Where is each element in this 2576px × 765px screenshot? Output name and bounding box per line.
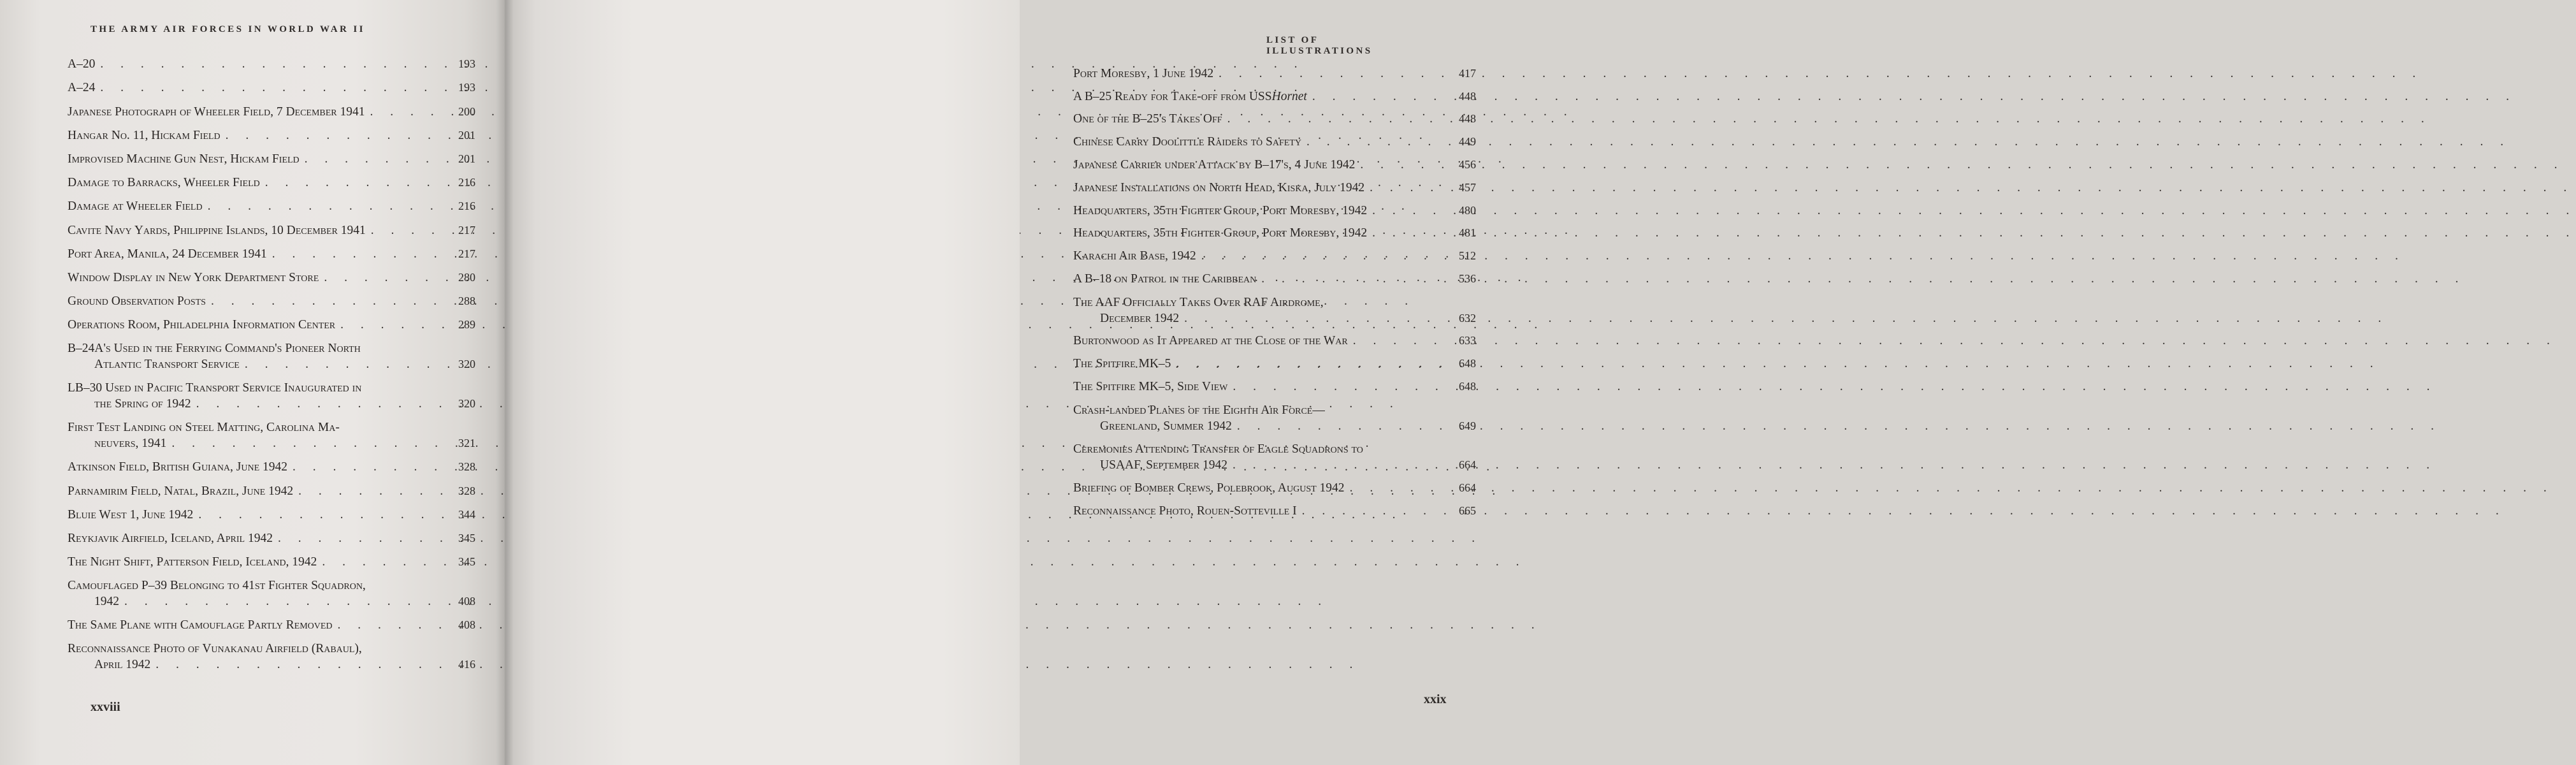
page-number: 216 [458, 200, 475, 213]
entry-line: Japanese Carrier under Attack by B–17's, 4 June 1942 [1073, 157, 1356, 171]
entry-line-wrap [68, 530, 446, 546]
page-number: 201 [458, 152, 475, 165]
entry-line: LB–30 Used in Pacific Transport Service Inaugurated in [68, 381, 362, 395]
entry-title [68, 222, 446, 238]
running-head: THE ARMY AIR FORCES IN WORLD WAR II [90, 24, 365, 34]
entry-title [1073, 111, 1447, 127]
list-item [1073, 82, 1476, 105]
page-number: 664 [1459, 481, 1476, 494]
list-item [68, 238, 475, 262]
entry-line: The Night Shift, Patterson Field, Iceland, 1942 [68, 555, 317, 569]
list-item [1073, 496, 1476, 519]
page-number: 481 [1459, 226, 1476, 240]
page-number: 480 [1459, 203, 1476, 217]
list-item [68, 633, 475, 673]
entry-title [1073, 333, 1447, 349]
dot-leader [1307, 89, 2516, 105]
page-number: 328 [458, 460, 475, 474]
entry-title [68, 270, 446, 286]
dot-leader [1227, 379, 2436, 395]
page-number: 448 [1459, 89, 1476, 103]
right-page [505, 0, 1476, 765]
entry-line-wrap [1073, 66, 1447, 82]
page-number: 288 [458, 295, 475, 308]
entry-continuation [68, 594, 446, 609]
dot-leader [1367, 203, 2576, 219]
page-number: 665 [1459, 504, 1476, 517]
entry-line: Reconnaissance Photo, Rouen-Sotteville I [1073, 504, 1297, 518]
entry-line: Atkinson Field, British Guiana, June 1942 [68, 460, 288, 474]
entry-continuation [68, 356, 446, 372]
entry-title [1073, 203, 1447, 219]
entry-line-wrap [68, 198, 446, 214]
entry-line-wrap [1073, 89, 1447, 105]
entry-title [1073, 89, 1447, 105]
dot-leader [1179, 310, 2388, 326]
dot-leader [1355, 157, 2564, 173]
entry-line: Window Display in New York Department Store [68, 270, 319, 284]
page-number: 280 [458, 270, 475, 284]
entry-line-wrap [68, 151, 446, 167]
entry-line: USAAF, September 1942 [1100, 458, 1227, 472]
entry-line-wrap [68, 56, 446, 72]
entry-line-wrap [68, 483, 446, 499]
list-item [1073, 434, 1476, 474]
dot-leader [1227, 457, 2436, 473]
page-number: 217 [458, 223, 475, 237]
page-number: 321 [458, 437, 475, 450]
entry-title [68, 419, 446, 451]
entry-line: Port Moresby, 1 June 1942 [1073, 66, 1214, 80]
page-number: 512 [1459, 249, 1476, 263]
entry-line: Reykjavik Airfield, Iceland, April 1942 [68, 532, 273, 545]
dot-leader [1213, 66, 2422, 82]
entry-title [68, 198, 446, 214]
page-number: 664 [1459, 458, 1476, 472]
entry-line: Improvised Machine Gun Nest, Hickam Field [68, 152, 300, 166]
entry-title [1073, 271, 1447, 287]
entry-title [68, 641, 446, 673]
entry-line: Cavite Navy Yards, Philippine Islands, 10 December 1941 [68, 223, 366, 237]
dot-leader [1256, 271, 2465, 287]
entry-line-wrap [1073, 379, 1447, 395]
entry-line: Operations Room, Philadelphia Information Center [68, 318, 336, 332]
entry-line: B–24A's Used in the Ferrying Command's Pioneer North [68, 342, 361, 356]
entry-line-wrap [1073, 333, 1447, 349]
list-item [1073, 219, 1476, 242]
entry-line: Hangar No. 11, Hickam Field [68, 128, 221, 142]
entry-title [68, 246, 446, 262]
page-number: 649 [1459, 419, 1476, 432]
entry-line: Headquarters, 35th Fighter Group, Port Moresby, 1942 [1073, 203, 1368, 217]
entry-title [68, 80, 446, 96]
entry-title [68, 151, 446, 167]
dot-leader [1232, 418, 2441, 434]
entry-title [1073, 180, 1447, 196]
entry-title [1073, 379, 1447, 395]
entry-line: Ceremonies Attending Transfer of Eagle Squadrons to [1073, 442, 1363, 456]
page-number: 345 [458, 532, 475, 544]
entry-line: Parnamirim Field, Natal, Brazil, June 1942 [68, 484, 294, 498]
entry-title [1073, 134, 1447, 150]
entry-line: A B–25 Ready for Take-off from USS [1073, 89, 1272, 103]
list-item [68, 523, 475, 546]
entry-line: Bluie West 1, June 1942 [68, 507, 194, 521]
entry-line: Japanese Installations on North Head, Kiska, July 1942 [1073, 180, 1365, 194]
list-item [1073, 127, 1476, 150]
entry-line-wrap [68, 246, 446, 262]
list-item [68, 451, 475, 475]
list-item [68, 609, 475, 633]
page-number: 344 [458, 507, 475, 521]
entry-line-wrap [68, 127, 446, 143]
entry-line: Headquarters, 35th Fighter Group, Port Moresby, 1942 [1073, 226, 1368, 240]
dot-leader [1301, 134, 2510, 150]
page-number: 457 [1459, 180, 1476, 194]
entry-title [1073, 356, 1447, 372]
entry-title [1073, 503, 1447, 519]
page-number: 632 [1459, 311, 1476, 324]
entry-title [68, 104, 446, 120]
page-number: 201 [458, 128, 475, 142]
page-number: 320 [458, 397, 475, 411]
page-number: 289 [458, 318, 475, 332]
list-item [68, 475, 475, 499]
entry-line-wrap [68, 317, 446, 333]
entry-title [1073, 295, 1447, 326]
entry-line: Burtonwood as It Appeared at the Close of the War [1073, 334, 1348, 348]
list-item [68, 570, 475, 609]
entry-line: Ground Observation Posts [68, 295, 206, 309]
entry-line: neuvers, 1941 [94, 437, 167, 451]
page-number: 408 [458, 618, 475, 632]
illustration-list [1073, 59, 1476, 519]
list-item [1073, 372, 1476, 395]
left-page [0, 0, 505, 765]
list-item [1073, 196, 1476, 219]
entry-line-wrap [1073, 271, 1447, 287]
page-number: 193 [458, 57, 475, 71]
book-gutter [496, 0, 514, 765]
page-number: 216 [458, 176, 475, 189]
dot-leader [1367, 225, 2576, 241]
list-item [68, 262, 475, 286]
list-item [68, 546, 475, 570]
entry-title [68, 617, 446, 633]
page-number: 456 [1459, 157, 1476, 171]
running-head: LIST OF ILLUSTRATIONS [1266, 35, 1373, 56]
dot-leader [1297, 503, 2506, 519]
entry-line: First Test Landing on Steel Matting, Carolina Ma- [68, 421, 340, 435]
entry-continuation [1073, 418, 1447, 434]
entry-line-wrap [68, 617, 446, 633]
page-number: 408 [458, 595, 475, 608]
entry-line: The Spitfire MK–5, Side View [1073, 379, 1228, 393]
entry-line: Japanese Photograph of Wheeler Field, 7 December 1941 [68, 105, 365, 119]
entry-line: the Spring of 1942 [94, 397, 191, 411]
list-item [1073, 241, 1476, 264]
entry-title [68, 175, 446, 191]
list-item [1073, 59, 1476, 82]
entry-line-wrap [1073, 111, 1447, 127]
dot-leader [1222, 111, 2431, 127]
list-item [1073, 349, 1476, 372]
list-item [68, 499, 475, 523]
entry-line-wrap [1073, 248, 1447, 264]
list-item [68, 72, 475, 96]
page-number: 328 [458, 484, 475, 497]
entry-line-wrap [1073, 356, 1447, 372]
entry-line: December 1942 [1100, 311, 1180, 325]
entry-line: Crash-landed Planes of the Eighth Air Force— [1073, 403, 1325, 417]
entry-line: Port Area, Manila, 24 December 1941 [68, 247, 267, 261]
entry-line-wrap [68, 459, 446, 475]
entry-line: Karachi Air Base, 1942 [1073, 249, 1196, 263]
entry-line: The Same Plane with Camouflage Partly Removed [68, 618, 333, 632]
entry-title [68, 317, 446, 333]
entry-line: Damage at Wheeler Field [68, 200, 203, 214]
entry-title [68, 56, 446, 72]
ship-name: Hornet [1271, 89, 1307, 103]
entry-line: April 1942 [94, 658, 151, 672]
entry-title [1073, 66, 1447, 82]
entry-title [1073, 248, 1447, 264]
dot-leader [1364, 180, 2573, 196]
list-item [1073, 264, 1476, 287]
entry-title [68, 293, 446, 309]
entry-line: A–24 [68, 81, 96, 95]
list-item [68, 412, 475, 451]
entry-title [68, 507, 446, 523]
list-item [68, 372, 475, 412]
list-item [1073, 395, 1476, 434]
list-item [1073, 173, 1476, 196]
entry-line-wrap [1073, 157, 1447, 173]
entry-line-wrap [1073, 180, 1447, 196]
page-number: 536 [1459, 272, 1476, 285]
entry-line: The Spitfire MK–5 [1073, 357, 1171, 371]
entry-title [68, 459, 446, 475]
page-number: 449 [1459, 135, 1476, 149]
dot-leader [1348, 333, 2557, 349]
page-number: 200 [458, 105, 475, 118]
entry-line: The AAF Officially Takes Over RAF Airdrome, [1073, 295, 1324, 309]
entry-line-wrap [68, 554, 446, 570]
entry-title [68, 530, 446, 546]
dot-leader [1171, 356, 2380, 372]
list-item [1073, 326, 1476, 349]
entry-title [1073, 480, 1447, 496]
list-item [1073, 287, 1476, 326]
entry-line: Atlantic Transport Service [94, 358, 240, 372]
entry-line-wrap [68, 104, 446, 120]
entry-line-wrap [68, 507, 446, 523]
list-item [68, 191, 475, 214]
page-number: 320 [458, 358, 475, 371]
entry-title [68, 483, 446, 499]
entry-title [1073, 225, 1447, 241]
list-item [68, 286, 475, 309]
entry-line-wrap [1073, 203, 1447, 219]
entry-line: Chinese Carry Doolittle Raiders to Safety [1073, 135, 1301, 149]
list-item [1073, 105, 1476, 127]
list-item [68, 48, 475, 72]
page-number: 217 [458, 247, 475, 260]
illustration-list [68, 48, 475, 673]
list-item [68, 96, 475, 119]
entry-title [1073, 402, 1447, 434]
entry-continuation [68, 396, 446, 412]
dot-leader [1345, 480, 2554, 496]
list-item [68, 143, 475, 167]
list-item [1073, 150, 1476, 173]
entry-line: 1942 [94, 595, 119, 609]
page-number: 345 [458, 555, 475, 569]
entry-line-wrap [1073, 134, 1447, 150]
entry-line: A B–18 on Patrol in the Caribbean [1073, 272, 1257, 286]
entry-line: Camouflaged P–39 Belonging to 41st Fighter Squadron, [68, 579, 366, 593]
entry-title [68, 380, 446, 412]
page-folio: xxviii [90, 700, 120, 714]
entry-line-wrap [1073, 480, 1447, 496]
page-folio: xxix [1424, 692, 1447, 706]
list-item [68, 120, 475, 143]
list-item [1073, 473, 1476, 496]
entry-title [68, 127, 446, 143]
entry-continuation [68, 435, 446, 451]
list-item [68, 309, 475, 333]
list-item [68, 214, 475, 238]
entry-line: One of the B–25's Takes Off [1073, 112, 1222, 126]
list-item [68, 333, 475, 372]
page-number: 633 [1459, 334, 1476, 347]
entry-line-wrap [68, 80, 446, 96]
entry-line-wrap [68, 293, 446, 309]
entry-title [68, 340, 446, 372]
page-number: 416 [458, 658, 475, 671]
entry-line-wrap [68, 175, 446, 191]
page-number: 648 [1459, 379, 1476, 393]
entry-title [68, 554, 446, 570]
dot-leader [1196, 248, 2405, 264]
entry-continuation [1073, 310, 1447, 326]
page-number: 417 [1459, 66, 1476, 80]
page-number: 448 [1459, 112, 1476, 126]
entry-line: Briefing of Bomber Crews, Polebrook, August 1942 [1073, 481, 1345, 495]
list-item [68, 167, 475, 191]
entry-line: Damage to Barracks, Wheeler Field [68, 176, 260, 190]
entry-line: Greenland, Summer 1942 [1100, 419, 1232, 433]
entry-title [1073, 157, 1447, 173]
entry-line: Reconnaissance Photo of Vunakanau Airfield (Rabaul), [68, 642, 362, 656]
entry-title [1073, 441, 1447, 473]
entry-continuation [68, 657, 446, 673]
entry-line-wrap [1073, 503, 1447, 519]
page-number: 193 [458, 81, 475, 94]
entry-line: A–20 [68, 57, 96, 71]
entry-continuation [1073, 457, 1447, 473]
entry-line-wrap [68, 222, 446, 238]
entry-line-wrap [1073, 225, 1447, 241]
entry-title [68, 578, 446, 609]
page-number: 648 [1459, 357, 1476, 370]
entry-line-wrap [68, 270, 446, 286]
